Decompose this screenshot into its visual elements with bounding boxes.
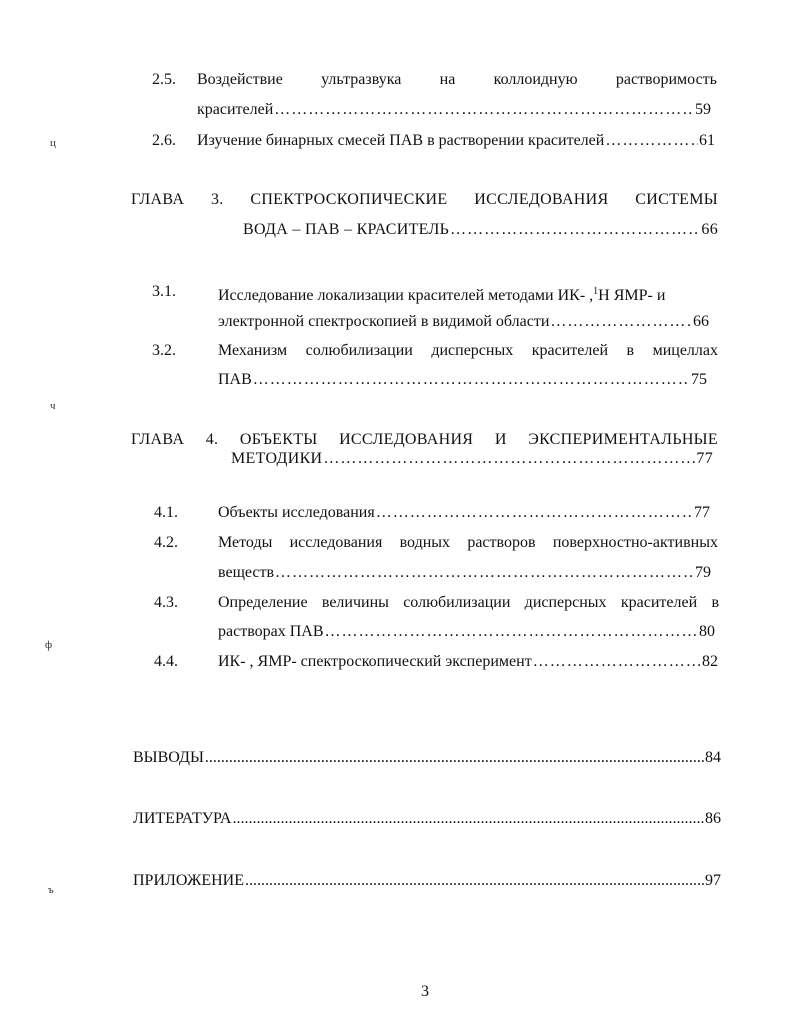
page-ref: 77 bbox=[696, 450, 713, 467]
page-ref: 59 bbox=[695, 101, 711, 118]
scan-mark: ч bbox=[50, 400, 56, 412]
entry-title-line2: веществ ……………………………………………………………………………………………………………………………………………………………… 79 bbox=[218, 563, 711, 583]
dot-leader bbox=[232, 809, 704, 829]
page-ref: 80 bbox=[699, 623, 715, 640]
chapter-title-line2: МЕТОДИКИ ……………………………………………………………………………………………………………………………………………………………… 77 bbox=[231, 449, 713, 469]
page-ref: 97 bbox=[705, 872, 721, 889]
toc-literature[interactable]: ЛИТЕРАТУРА ..... 86 bbox=[133, 809, 721, 829]
entry-number: 4.1. bbox=[154, 504, 178, 521]
entry-number: 2.6. bbox=[152, 132, 176, 149]
entry-title-line1: Методы исследования водных растворов поверхностно-активных bbox=[218, 534, 718, 551]
toc-appendix[interactable]: ПРИЛОЖЕНИЕ ..... 97 bbox=[133, 871, 721, 891]
entry-number: 2.5. bbox=[152, 71, 176, 88]
entry-title-line1: Исследование локализации красителей методами ИК- ,$^1$Н ЯМР- и bbox=[218, 286, 666, 304]
scan-mark: ф bbox=[45, 639, 53, 651]
dot-leader bbox=[253, 370, 690, 390]
dot-leader bbox=[376, 503, 693, 523]
entry-title-line2: красителей ……………………………………………………………………………………………………………………………………………………………… 59 bbox=[197, 100, 711, 120]
toc-conclusions[interactable]: ВЫВОДЫ ..... 84 bbox=[133, 748, 721, 768]
page-ref: 79 bbox=[695, 564, 711, 581]
scan-mark: ц bbox=[50, 137, 56, 149]
page-ref: 86 bbox=[705, 810, 721, 827]
page-ref: 66 bbox=[693, 313, 709, 330]
entry-title: Изучение бинарных смесей ПАВ в растворении красителей ……………………………………………………………………………………………………………………………………………………………… 61 bbox=[197, 131, 715, 151]
entry-title-line1: Воздействие ультразвука на коллоидную растворимость bbox=[197, 71, 717, 88]
entry-number: 4.3. bbox=[154, 594, 178, 611]
dot-leader bbox=[323, 449, 695, 469]
page-ref: 75 bbox=[691, 371, 707, 388]
page-ref: 77 bbox=[694, 504, 710, 521]
page-ref: 66 bbox=[701, 221, 718, 238]
entry-title-line1: Механизм солюбилизации дисперсных красителей в мицеллах bbox=[218, 342, 718, 359]
entry-number: 3.2. bbox=[152, 342, 176, 359]
page-ref: 61 bbox=[699, 132, 715, 149]
entry-title-line2: ПАВ ……………………………………………………………………………………………………………………………………………………………… 75 bbox=[218, 370, 707, 390]
dot-leader bbox=[245, 871, 704, 891]
chapter-title-line1: ГЛАВА 3. СПЕКТРОСКОПИЧЕСКИЕ ИССЛЕДОВАНИЯ СИСТЕМЫ bbox=[131, 191, 718, 208]
page-number: 3 bbox=[421, 983, 429, 1000]
entry-number: 4.2. bbox=[154, 534, 178, 551]
dot-leader bbox=[605, 131, 698, 151]
entry-title-line2: электронной спектроскопией в видимой области ……………………………………………………………………………………………………………………………………………………………… 66 bbox=[218, 312, 709, 332]
dot-leader bbox=[550, 312, 692, 332]
dot-leader bbox=[205, 748, 704, 768]
dot-leader bbox=[325, 622, 698, 642]
entry-number: 3.1. bbox=[152, 283, 176, 300]
page-ref: 82 bbox=[702, 653, 718, 670]
chapter-title-line2: ВОДА – ПАВ – КРАСИТЕЛЬ ……………………………………………………………………………………………………………………………………………………………… 66 bbox=[243, 220, 718, 240]
entry-title: ИК- , ЯМР- спектроскопический эксперимент ……………………………………………………………………………………………………………………………………………………………… 82 bbox=[218, 652, 718, 672]
dot-leader bbox=[275, 563, 694, 583]
entry-title-line1: Определение величины солюбилизации дисперсных красителей в bbox=[218, 594, 719, 611]
entry-title-line2: растворах ПАВ ……………………………………………………………………………………………………………………………………………………………… 80 bbox=[218, 622, 715, 642]
entry-title: Объекты исследования ……………………………………………………………………………………………………………………………………………………………… 77 bbox=[218, 503, 710, 523]
scan-mark: ъ bbox=[48, 884, 54, 896]
dot-leader bbox=[450, 220, 700, 240]
page-ref: 84 bbox=[705, 749, 721, 766]
entry-number: 4.4. bbox=[154, 653, 178, 670]
dot-leader bbox=[274, 100, 694, 120]
dot-leader bbox=[533, 652, 701, 672]
chapter-title-line1: ГЛАВА 4. ОБЪЕКТЫ ИССЛЕДОВАНИЯ И ЭКСПЕРИМЕНТАЛЬНЫЕ bbox=[131, 431, 718, 448]
